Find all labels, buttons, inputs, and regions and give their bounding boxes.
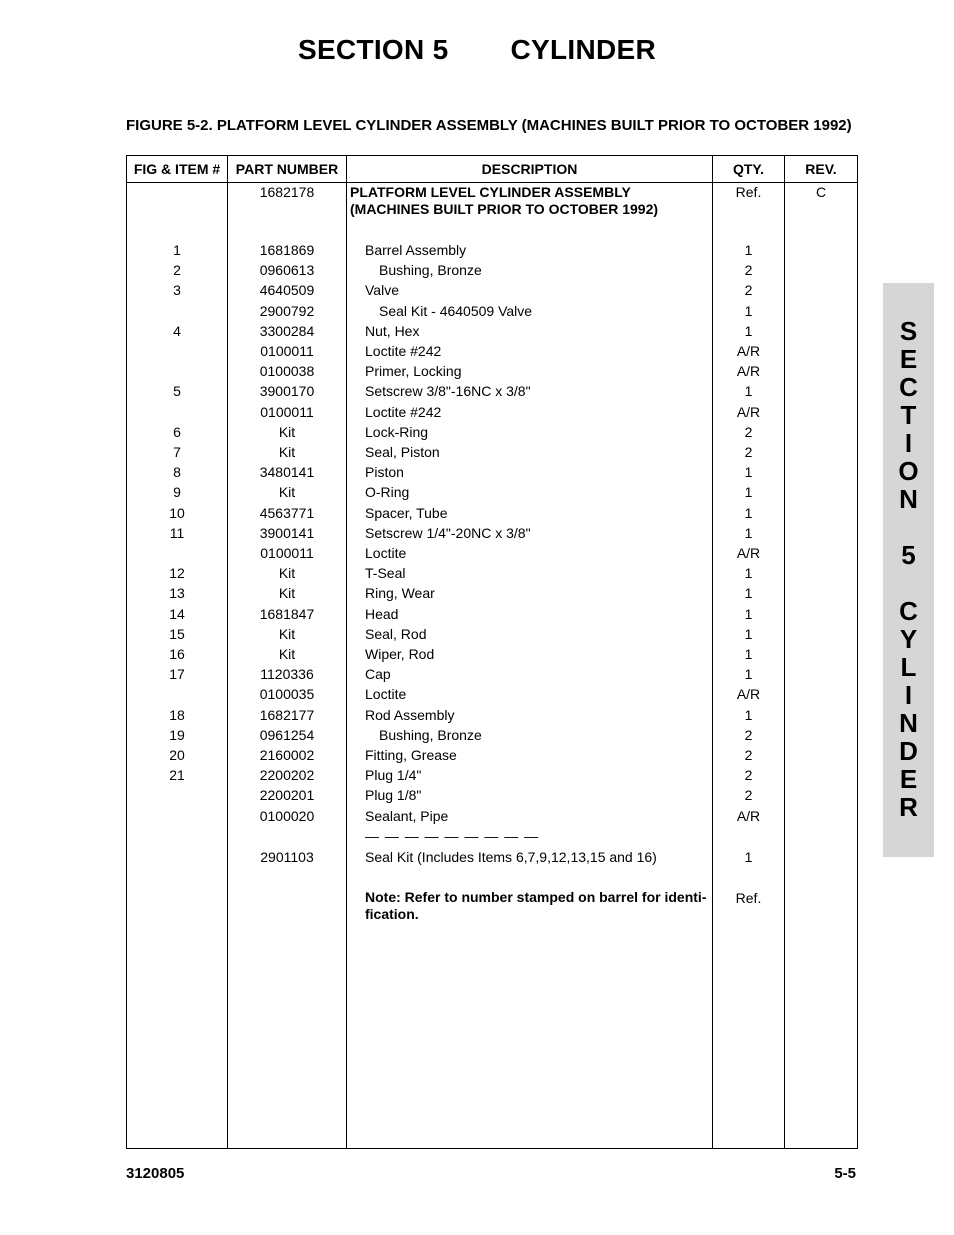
part-number: 4563771 [259, 504, 315, 521]
item-number: 15 [169, 625, 185, 642]
quantity: 1 [744, 302, 753, 319]
item-number: 16 [169, 646, 185, 662]
part-number: 3900141 [259, 524, 315, 541]
part-number: Kit [278, 646, 296, 662]
table-row [127, 321, 857, 341]
part-number: 0100011 [260, 545, 314, 561]
part-number: 3300284 [259, 322, 315, 339]
table-row [127, 442, 857, 462]
part-number: 2200202 [259, 767, 315, 784]
column-header-qty: QTY. [732, 161, 765, 177]
description: Bushing, Bronze [379, 262, 482, 279]
description: Ring, Wear [365, 585, 435, 602]
quantity: 1 [744, 666, 753, 683]
description: O-Ring [365, 484, 410, 501]
quantity: 1 [744, 849, 753, 865]
description: Plug 1/8" [365, 787, 422, 804]
side-tab-letter: E [899, 764, 918, 794]
quantity: 1 [744, 565, 753, 582]
part-number: 1681847 [259, 605, 315, 622]
part-number: Kit [278, 484, 296, 501]
side-tab-letter: I [904, 428, 913, 458]
side-tab-letter: N [899, 484, 918, 514]
table-row [127, 280, 857, 300]
side-tab-letter: R [899, 792, 918, 822]
description: Lock-Ring [365, 423, 429, 440]
section-side-tab [883, 283, 934, 857]
side-tab-letter: E [899, 344, 918, 374]
item-number: 5 [173, 383, 181, 400]
quantity: 1 [744, 383, 753, 400]
part-number: 2901103 [260, 849, 314, 865]
table-row [127, 422, 857, 442]
section-title: CYLINDER [510, 34, 657, 65]
document-number: 3120805 [126, 1165, 185, 1182]
seal-kit-row [127, 847, 857, 867]
quantity: 1 [744, 605, 753, 622]
side-tab-letter: N [899, 708, 918, 738]
part-number: Kit [278, 585, 296, 602]
quantity: A/R [736, 545, 761, 561]
item-number: 8 [173, 464, 181, 481]
part-number: 1681869 [259, 242, 315, 258]
side-tab-letter: O [898, 456, 919, 486]
description: Valve [365, 282, 399, 299]
item-number: 14 [169, 605, 185, 622]
table-row [127, 462, 857, 482]
quantity: 2 [744, 262, 753, 279]
part-number: Kit [278, 423, 296, 440]
side-tab-letter: C [899, 596, 918, 626]
item-number: 17 [169, 666, 185, 683]
description: Rod Assembly [365, 706, 455, 723]
table-row [127, 664, 857, 684]
table-row [127, 240, 857, 260]
column-header-part: PART NUMBER [235, 161, 339, 177]
column-header-description: DESCRIPTION [481, 161, 578, 177]
item-number: 2 [173, 262, 181, 279]
side-tab-letter: S [899, 316, 918, 346]
description: Seal, Rod [365, 625, 427, 642]
quantity: 1 [744, 585, 753, 602]
table-row [127, 381, 857, 401]
part-number: 0100020 [259, 807, 315, 824]
side-tab-letter: L [900, 652, 917, 682]
table-row [127, 301, 857, 321]
description: Barrel Assembly [365, 242, 467, 258]
table-row [127, 482, 857, 502]
description: Seal Kit - 4640509 Valve [379, 302, 533, 319]
side-tab-letter: D [899, 736, 918, 766]
quantity: 1 [744, 706, 753, 723]
description: Fitting, Grease [365, 747, 457, 763]
description: Loctite #242 [365, 403, 442, 420]
side-tab-letter: C [899, 372, 918, 402]
column-header-rev: REV. [805, 161, 837, 177]
quantity: 2 [744, 767, 753, 784]
part-number: Kit [278, 444, 296, 460]
separator: — — — — — — — — — [365, 828, 540, 844]
item-number: 13 [169, 585, 185, 602]
description: Piston [365, 464, 404, 481]
table-row [127, 503, 857, 523]
quantity: 1 [744, 524, 753, 541]
separator-row [127, 826, 857, 846]
table-row [127, 644, 857, 664]
assembly-row [127, 182, 857, 222]
table-row [127, 523, 857, 543]
part-number: 0100011 [260, 343, 314, 359]
part-number: 0961254 [259, 726, 315, 743]
item-number: 9 [173, 484, 181, 501]
description: Wiper, Rod [365, 646, 435, 662]
note-text: Note: Refer to number stamped on barrel for identi-fication. [365, 889, 707, 922]
quantity: 1 [744, 504, 753, 521]
table-row [127, 684, 857, 704]
description: Setscrew 1/4"-20NC x 3/8" [365, 524, 531, 541]
table-row [127, 563, 857, 583]
quantity: 1 [744, 322, 753, 339]
quantity: 2 [744, 444, 753, 460]
part-number: Kit [278, 565, 296, 582]
table-row [127, 806, 857, 826]
part-number: 2200201 [259, 787, 315, 804]
item-number: 19 [169, 726, 185, 743]
quantity: Ref. [735, 184, 762, 200]
quantity: 1 [744, 625, 753, 642]
part-number: 3900170 [259, 383, 315, 400]
description: Seal Kit (Includes Items 6,7,9,12,13,15 and 16) [365, 849, 657, 865]
column-header-item: FIG & ITEM # [133, 161, 221, 177]
table-row [127, 402, 857, 422]
part-number: 0100011 [260, 403, 314, 420]
quantity: A/R [736, 343, 761, 359]
quantity: A/R [736, 807, 761, 824]
item-number: 1 [173, 242, 181, 258]
table-row [127, 705, 857, 725]
description: Bushing, Bronze [379, 726, 482, 743]
quantity: 1 [744, 484, 753, 501]
side-tab-letter: T [900, 400, 917, 430]
quantity: 1 [744, 464, 753, 481]
section-label: SECTION 5 [297, 34, 449, 65]
side-tab-letter: I [904, 680, 913, 710]
quantity: 1 [744, 646, 753, 662]
table-row [127, 745, 857, 765]
note-row [127, 888, 857, 928]
table-row [127, 624, 857, 644]
table-row [127, 341, 857, 361]
table-row [127, 725, 857, 745]
table-row [127, 543, 857, 563]
item-number: 3 [173, 282, 181, 299]
item-number: 10 [169, 504, 185, 521]
quantity: Ref. [735, 890, 762, 906]
item-number: 20 [169, 747, 185, 763]
table-row [127, 361, 857, 381]
description: Setscrew 3/8"-16NC x 3/8" [365, 383, 531, 400]
page-number: 5-5 [834, 1165, 856, 1182]
description: Seal, Piston [365, 444, 440, 460]
table-row [127, 785, 857, 805]
description: Sealant, Pipe [365, 807, 449, 824]
table-row [127, 260, 857, 280]
item-number: 7 [173, 444, 181, 460]
description: Spacer, Tube [365, 504, 448, 521]
quantity: 1 [744, 242, 753, 258]
description: Plug 1/4" [365, 767, 422, 784]
quantity: A/R [736, 363, 761, 380]
part-number: 3480141 [259, 464, 315, 481]
quantity: 2 [744, 423, 753, 440]
part-number: 2900792 [259, 302, 315, 319]
table-row [127, 604, 857, 624]
figure-title: FIGURE 5-2. PLATFORM LEVEL CYLINDER ASSEMBLY (MACHINES BUILT PRIOR TO OCTOBER 1992) [126, 117, 852, 134]
quantity: A/R [736, 686, 761, 703]
part-number: Kit [278, 625, 296, 642]
description: Loctite [365, 686, 407, 703]
item-number: 6 [173, 423, 181, 440]
description: T-Seal [365, 565, 406, 582]
part-number: 1682178 [259, 184, 315, 200]
parts-table [126, 155, 858, 1149]
item-number: 11 [169, 524, 185, 541]
part-number: 2160002 [259, 747, 315, 763]
part-number: 0960613 [259, 262, 315, 279]
revision: C [815, 184, 827, 200]
part-number: 1120336 [260, 666, 314, 683]
description: Loctite [365, 545, 407, 561]
quantity: 2 [744, 747, 753, 763]
quantity: 2 [744, 726, 753, 743]
description: Head [365, 605, 399, 622]
item-number: 4 [173, 322, 181, 339]
quantity: A/R [736, 403, 761, 420]
item-number: 12 [169, 565, 185, 582]
assembly-description: PLATFORM LEVEL CYLINDER ASSEMBLY (MACHINES BUILT PRIOR TO OCTOBER 1992) [350, 184, 659, 217]
part-number: 1682177 [259, 706, 315, 723]
item-number: 18 [169, 706, 185, 723]
side-tab-letter: 5 [901, 540, 916, 570]
item-number: 21 [169, 767, 185, 784]
part-number: 0100038 [259, 363, 315, 380]
description: Primer, Locking [365, 363, 462, 380]
description: Nut, Hex [365, 322, 420, 339]
quantity: 2 [744, 787, 753, 804]
part-number: 0100035 [259, 686, 315, 703]
page-title [0, 34, 954, 66]
description: Cap [365, 666, 391, 683]
table-row [127, 583, 857, 603]
table-row [127, 765, 857, 785]
part-number: 4640509 [259, 282, 315, 299]
quantity: 2 [744, 282, 753, 299]
side-tab-letter: Y [899, 624, 918, 654]
description: Loctite #242 [365, 343, 442, 359]
